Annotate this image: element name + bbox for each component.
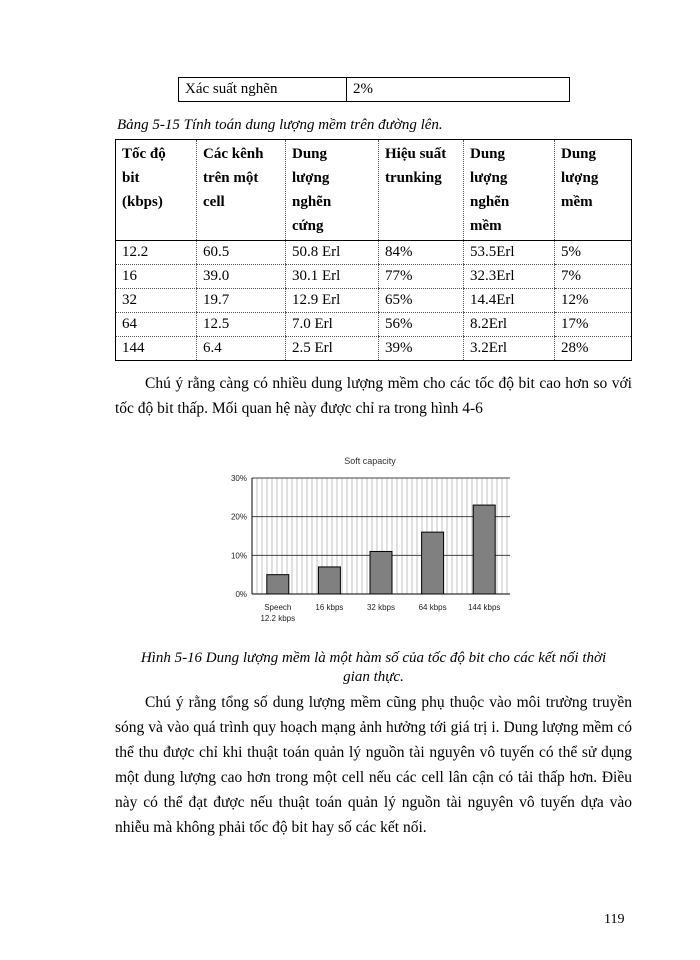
- header-bit-rate: Tốc độ bit (kbps): [116, 140, 197, 241]
- cell: 53.5Erl: [464, 241, 555, 265]
- cell: 12.5: [197, 313, 286, 337]
- cell: 144: [116, 337, 197, 361]
- chart-x-tick-labels: [260, 603, 500, 623]
- table-header-row: [116, 140, 632, 241]
- cell: 84%: [379, 241, 464, 265]
- cell: 30.1 Erl: [286, 265, 379, 289]
- cell: 50.8 Erl: [286, 241, 379, 265]
- cell: 77%: [379, 265, 464, 289]
- paragraph-1: [115, 371, 632, 421]
- soft-capacity-chart: [220, 448, 520, 638]
- paragraph-1-text: Chú ý rằng càng có nhiều dung lượng mềm cho các tốc độ bit cao hơn so với tốc độ bit thấp. Mối quan hệ này được chỉ ra trong hình 4-6: [115, 375, 632, 417]
- x-tick-label: 64 kbps: [418, 603, 447, 612]
- cell: 12%: [555, 289, 632, 313]
- x-tick-label: 32 kbps: [366, 603, 396, 612]
- figure-caption-line-2: gian thực.: [343, 669, 404, 685]
- figure-caption: [115, 649, 632, 687]
- bar: [370, 551, 392, 594]
- y-tick-label: 30%: [230, 474, 247, 483]
- chart-title: Soft capacity: [344, 456, 396, 466]
- table-caption: Bảng 5-15 Tính toán dung lượng mềm trên đường lên.: [117, 117, 443, 133]
- cell: 12.9 Erl: [286, 289, 379, 313]
- bar: [267, 575, 289, 594]
- table-row: [116, 289, 632, 313]
- figure-caption-line-1: Hình 5-16 Dung lượng mềm là một hàm số của tốc độ bit cho các kết nối thời: [140, 650, 607, 666]
- header-channels-per-cell: Các kênh trên một cell: [197, 140, 286, 241]
- cell: 28%: [555, 337, 632, 361]
- bar: [473, 505, 495, 594]
- y-tick-label: 0%: [235, 590, 247, 599]
- cell: 64: [116, 313, 197, 337]
- chart-y-tick-labels: [231, 474, 247, 599]
- x-tick-label: 12.2 kbps: [260, 614, 296, 623]
- table-row: [116, 241, 632, 265]
- cell: 2.5 Erl: [286, 337, 379, 361]
- cell: 17%: [555, 313, 632, 337]
- x-tick-label: 16 kbps: [315, 603, 344, 612]
- cell: 3.2Erl: [464, 337, 555, 361]
- cell: 5%: [555, 241, 632, 265]
- table-row: [116, 313, 632, 337]
- soft-capacity-table: [115, 139, 632, 361]
- cell: 32.3Erl: [464, 265, 555, 289]
- cell: 6.4: [197, 337, 286, 361]
- cell: 12.2: [116, 241, 197, 265]
- paragraph-2-text: Chú ý rằng tổng số dung lượng mềm cũng phụ thuộc vào môi trường truyền sóng và vào quá trình quy hoạch mạng ảnh hưởng tới giá trị i. Dung lượng mềm có thể thu được chỉ khi thuật toán quản lý nguồn tài nguyên vô tuyến có thể sử dụng một dung lượng cao hơn trong một cell nếu các cell lân cận có tải thấp hơn. Điều này có thể đạt được nếu thuật toán quản lý nguồn tài nguyên vô tuyến dựa vào nhiễu mà không phải tốc độ bit hay số các kết nối.: [115, 694, 632, 836]
- cell: 16: [116, 265, 197, 289]
- blocking-probability-value: 2%: [347, 78, 570, 102]
- paragraph-2: [115, 690, 632, 840]
- cell: 8.2Erl: [464, 313, 555, 337]
- y-tick-label: 10%: [230, 551, 247, 561]
- cell: 19.7: [197, 289, 286, 313]
- header-trunking-efficiency: Hiệu suất trunking: [379, 140, 464, 241]
- cell: 39.0: [197, 265, 286, 289]
- cell: 56%: [379, 313, 464, 337]
- cell: 39%: [379, 337, 464, 361]
- y-tick-label: 20%: [230, 512, 247, 522]
- cell: 65%: [379, 289, 464, 313]
- chart-bars: [267, 505, 495, 594]
- page-number: 119: [604, 912, 625, 927]
- blocking-probability-table: [178, 77, 570, 102]
- header-soft-capacity: Dung lượng mềm: [555, 140, 632, 241]
- header-hard-blocking-capacity: Dung lượng nghẽn cứng: [286, 140, 379, 241]
- x-tick-label: Speech: [264, 603, 292, 612]
- cell: 60.5: [197, 241, 286, 265]
- table-row: [116, 337, 632, 361]
- x-tick-label: 144 kbps: [467, 603, 501, 612]
- bar: [422, 532, 444, 594]
- cell: 14.4Erl: [464, 289, 555, 313]
- table-row: [116, 265, 632, 289]
- cell: 7.0 Erl: [286, 313, 379, 337]
- cell: 7%: [555, 265, 632, 289]
- cell: 32: [116, 289, 197, 313]
- header-soft-blocking-capacity: Dung lượng nghẽn mềm: [464, 140, 555, 241]
- blocking-probability-label: Xác suất nghẽn: [179, 78, 347, 102]
- bar: [318, 567, 340, 594]
